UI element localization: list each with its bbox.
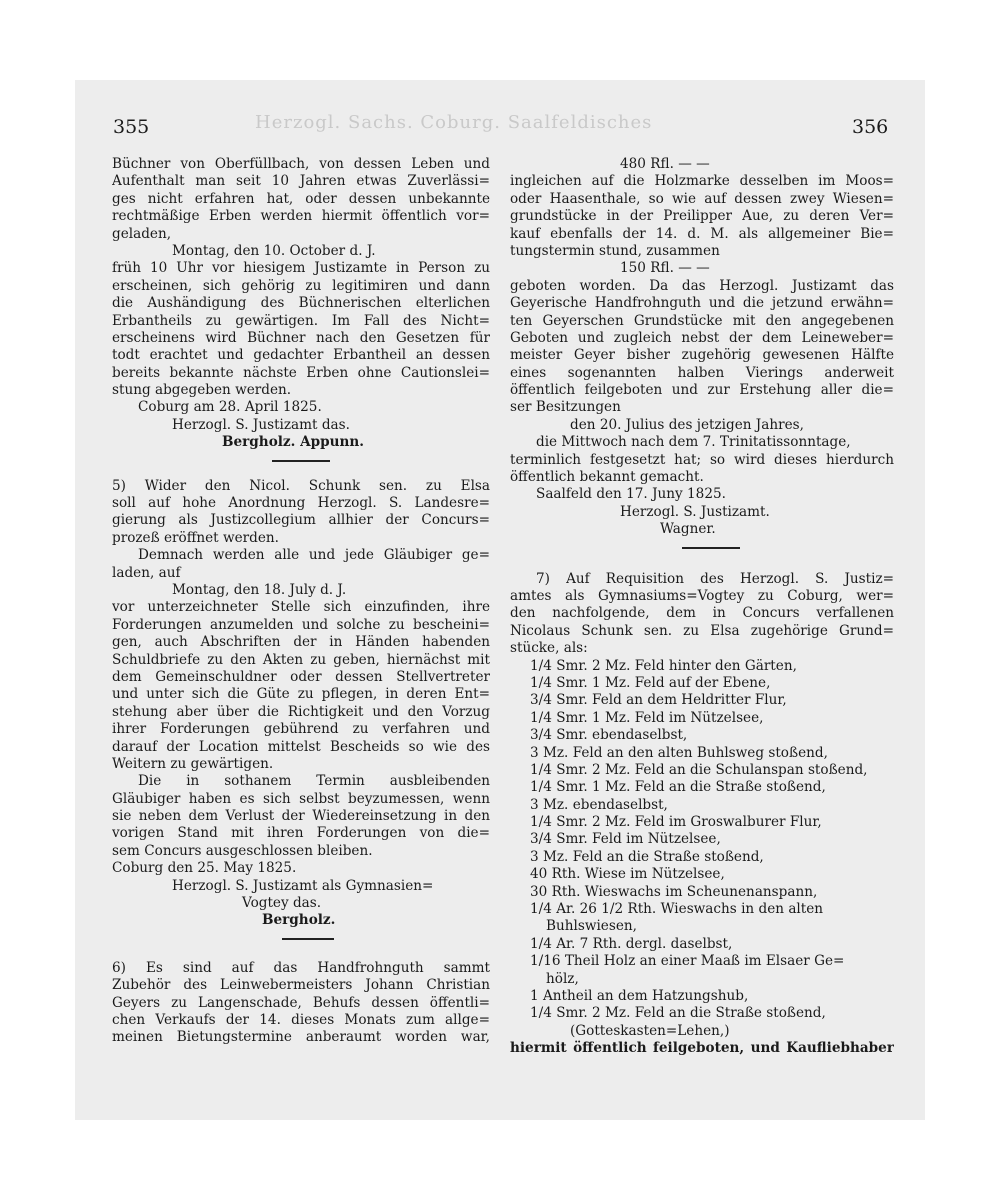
- signature-line: Herzogl. S. Justizamt als Gymnasien=: [172, 877, 434, 894]
- text-line: erscheinen, sich gehörig zu legitimiren und dann: [112, 277, 490, 294]
- left-page-number: 355: [113, 116, 150, 138]
- list-item: 1/4 Smr. 2 Mz. Feld im Groswalburer Flur,: [530, 814, 822, 831]
- text-line: Nicolaus Schunk sen. zu Elsa zugehörige Grund=: [510, 622, 894, 639]
- list-item: hölz,: [546, 970, 579, 987]
- list-item: Buhlswiesen,: [546, 918, 637, 935]
- place-date: Coburg den 25. May 1825.: [112, 860, 297, 877]
- text-line: Geboten und zugleich nebst der dem Leineweber=: [510, 329, 894, 346]
- list-item: 1/4 Smr. 1 Mz. Feld an die Straße stoßend,: [530, 779, 826, 796]
- text-line: ges nicht erfahren hat, oder dessen unbekannte: [112, 190, 490, 207]
- list-item: 3 Mz. Feld an die Straße stoßend,: [530, 848, 764, 865]
- separator-rule: [510, 539, 894, 557]
- left-column: [112, 156, 490, 1047]
- text-line: ingleichen auf die Holzmarke desselben im Moos=: [510, 173, 894, 190]
- text-line: geboten worden. Da das Herzogl. Justizamt das: [510, 277, 894, 294]
- separator-rule: [112, 930, 490, 948]
- right-column: [510, 156, 894, 1058]
- list-item: 1/16 Theil Holz an einer Maaß im Elsaer Ge=: [530, 953, 845, 970]
- text-line: früh 10 Uhr vor hiesigem Justizamte in Person zu: [112, 260, 490, 277]
- text-line: meinen Bietungstermine anberaumt worden war,: [112, 1029, 490, 1046]
- spacer: [112, 948, 490, 960]
- text-line: chen Verkaufs der 14. dieses Monats zum allge=: [112, 1011, 490, 1028]
- text-line: oder Haasenthale, so wie auf dessen zwey Wiesen=: [510, 190, 894, 207]
- text-line: 6) Es sind auf das Handfrohnguth sammt: [112, 959, 490, 976]
- signature-line: Herzogl. S. Justizamt das.: [172, 416, 350, 433]
- text-line: gierung als Justizcollegium allhier der Concurs=: [112, 512, 490, 529]
- text-line: Schuldbriefe zu den Akten zu geben, hiernächst mit: [112, 651, 490, 668]
- text-line: Demnach werden alle und jede Gläubiger ge=: [138, 547, 490, 564]
- list-item: 3/4 Smr. Feld an dem Heldritter Flur,: [530, 692, 787, 709]
- list-item: 1/4 Smr. 2 Mz. Feld an die Straße stoßend,: [530, 1005, 826, 1022]
- text-line: Büchner von Oberfüllbach, von dessen Leben und: [112, 156, 490, 172]
- list-item: 3 Mz. ebendaselbst,: [530, 796, 668, 813]
- list-note: (Gotteskasten=Lehen,): [570, 1022, 730, 1039]
- text-line: sie neben dem Verlust der Wiedereinsetzung in den: [112, 808, 490, 825]
- date-line: Montag, den 18. July d. J.: [172, 581, 347, 598]
- list-item: 3/4 Smr. Feld im Nützelsee,: [530, 831, 721, 848]
- parcel-list: [510, 658, 894, 1023]
- text-line: sem Concurs ausgeschlossen bleiben.: [112, 842, 373, 859]
- place-date: Saalfeld den 17. Juny 1825.: [536, 486, 726, 503]
- text-line: Weitern zu gewärtigen.: [112, 755, 274, 772]
- text-line: hiermit öffentlich feilgeboten, und Kaufliebhaber: [510, 1040, 894, 1057]
- bid-amount: 480 Rfl. — —: [620, 156, 710, 172]
- text-line: grundstücke in der Preilipper Aue, zu deren Ver=: [510, 208, 894, 225]
- text-line: stehung aber über die Richtigkeit und den Vorzug: [112, 703, 490, 720]
- text-line: den nachfolgende, dem in Concurs verfallenen: [510, 605, 894, 622]
- list-item: 3 Mz. Feld an den alten Buhlsweg stoßend,: [530, 744, 828, 761]
- signature-line: Vogtey das.: [242, 895, 322, 912]
- text-line: kauf ebenfalls der 14. d. M. als allgemeiner Bie=: [510, 225, 894, 242]
- list-item: 1 Antheil an dem Hatzungshub,: [530, 987, 749, 1004]
- separator-rule: [112, 452, 490, 470]
- text-line: soll auf hohe Anordnung Herzogl. S. Landesre=: [112, 495, 490, 512]
- text-line: vorigen Stand mit ihren Forderungen von die=: [112, 825, 490, 842]
- signature-names: Bergholz.: [262, 912, 336, 929]
- spacer: [112, 470, 490, 478]
- text-line: öffentlich bekannt gemacht.: [510, 469, 704, 486]
- text-line: erscheinens wird Büchner nach den Gesetzen für: [112, 329, 490, 346]
- list-item: 40 Rth. Wiese im Nützelsee,: [530, 866, 725, 883]
- text-line: darauf der Location mittelst Bescheids so wie des: [112, 738, 490, 755]
- list-item: 1/4 Ar. 7 Rth. dergl. daselbst,: [530, 935, 733, 952]
- text-line: geladen,: [112, 225, 172, 242]
- right-page-number: 356: [852, 116, 889, 138]
- text-line: 7) Auf Requisition des Herzogl. S. Justiz=: [536, 570, 894, 587]
- text-line: Die in sothanem Termin ausbleibenden: [138, 773, 490, 790]
- signature-names: Wagner.: [660, 521, 716, 538]
- text-line: Zubehör des Leinwebermeisters Johann Christian: [112, 977, 490, 994]
- date-line: die Mittwoch nach dem 7. Trinitatissonntage,: [536, 434, 851, 451]
- text-line: dem Gemeinschuldner oder dessen Stellvertreter: [112, 668, 490, 685]
- list-item: 1/4 Smr. 1 Mz. Feld auf der Ebene,: [530, 674, 771, 691]
- list-item: 3/4 Smr. ebendaselbst,: [530, 727, 688, 744]
- text-line: stücke, als:: [510, 640, 588, 657]
- date-line: den 20. Julius des jetzigen Jahres,: [570, 416, 804, 433]
- list-item: 30 Rth. Wieswachs im Scheunenanspann,: [530, 883, 818, 900]
- text-line: vor unterzeichneter Stelle sich einzufinden, ihre: [112, 599, 490, 616]
- text-line: 5) Wider den Nicol. Schunk sen. zu Elsa: [112, 477, 490, 494]
- text-line: bereits bekannte nächste Erben ohne Cautionslei=: [112, 364, 490, 381]
- list-item: 1/4 Smr. 1 Mz. Feld im Nützelsee,: [530, 709, 764, 726]
- list-item: 1/4 Smr. 2 Mz. Feld hinter den Gärten,: [530, 657, 797, 674]
- spacer: [510, 557, 894, 571]
- date-line: Montag, den 10. October d. J.: [172, 242, 376, 259]
- text-line: öffentlich feilgeboten und zur Erstehung aller die=: [510, 382, 894, 399]
- list-item: 1/4 Smr. 2 Mz. Feld an die Schulanspan stoßend,: [530, 761, 868, 778]
- text-line: Geyerische Handfrohnguth und die jetzund erwähn=: [510, 295, 894, 312]
- text-line: stung abgegeben werden.: [112, 382, 292, 399]
- text-line: ihrer Forderungen gebührend zu verfahren und: [112, 721, 490, 738]
- text-line: Forderungen anzumelden und solche zu bescheini=: [112, 616, 490, 633]
- text-line: amtes als Gymnasiums=Vogtey zu Coburg, wer=: [510, 587, 894, 604]
- text-line: terminlich festgesetzt hat; so wird dieses hierdurch: [510, 451, 894, 468]
- text-line: laden, auf: [112, 564, 181, 581]
- text-line: Geyers zu Langenschade, Behufs dessen öffentli=: [112, 994, 490, 1011]
- bleed-through-header: Herzogl. Sachs. Coburg. Saalfeldisches: [255, 112, 653, 133]
- text-line: tungstermin stund, zusammen: [510, 242, 720, 259]
- text-line: ten Geyerschen Grundstücke mit den angegebenen: [510, 312, 894, 329]
- text-line: prozeß eröffnet werden.: [112, 529, 279, 546]
- list-item: 1/4 Ar. 26 1/2 Rth. Wieswachs in den alten: [530, 901, 824, 918]
- text-line: Erbantheils zu gewärtigen. Im Fall des Nicht=: [112, 312, 490, 329]
- place-date: Coburg am 28. April 1825.: [138, 399, 322, 416]
- signature-line: Herzogl. S. Justizamt.: [620, 503, 770, 520]
- text-line: die Aushändigung des Büchnerischen elterlichen: [112, 295, 490, 312]
- text-line: rechtmäßige Erben werden hiermit öffentlich vor=: [112, 208, 490, 225]
- text-line: und unter sich die Güte zu pflegen, in deren Ent=: [112, 686, 490, 703]
- text-line: eines sogenannten halben Vierings anderweit: [510, 364, 894, 381]
- text-line: gen, auch Abschriften der in Händen habenden: [112, 634, 490, 651]
- text-line: todt erachtet und gedachter Erbantheil an dessen: [112, 347, 490, 364]
- bid-amount: 150 Rfl. — —: [620, 260, 710, 277]
- text-line: Aufenthalt man seit 10 Jahren etwas Zuverlässi=: [112, 173, 490, 190]
- text-line: meister Geyer bisher zugehörig gewesenen Hälfte: [510, 347, 894, 364]
- signature-names: Bergholz. Appunn.: [222, 434, 365, 451]
- text-line: Gläubiger haben es sich selbst beyzumessen, wenn: [112, 790, 490, 807]
- text-line: ser Besitzungen: [510, 399, 621, 416]
